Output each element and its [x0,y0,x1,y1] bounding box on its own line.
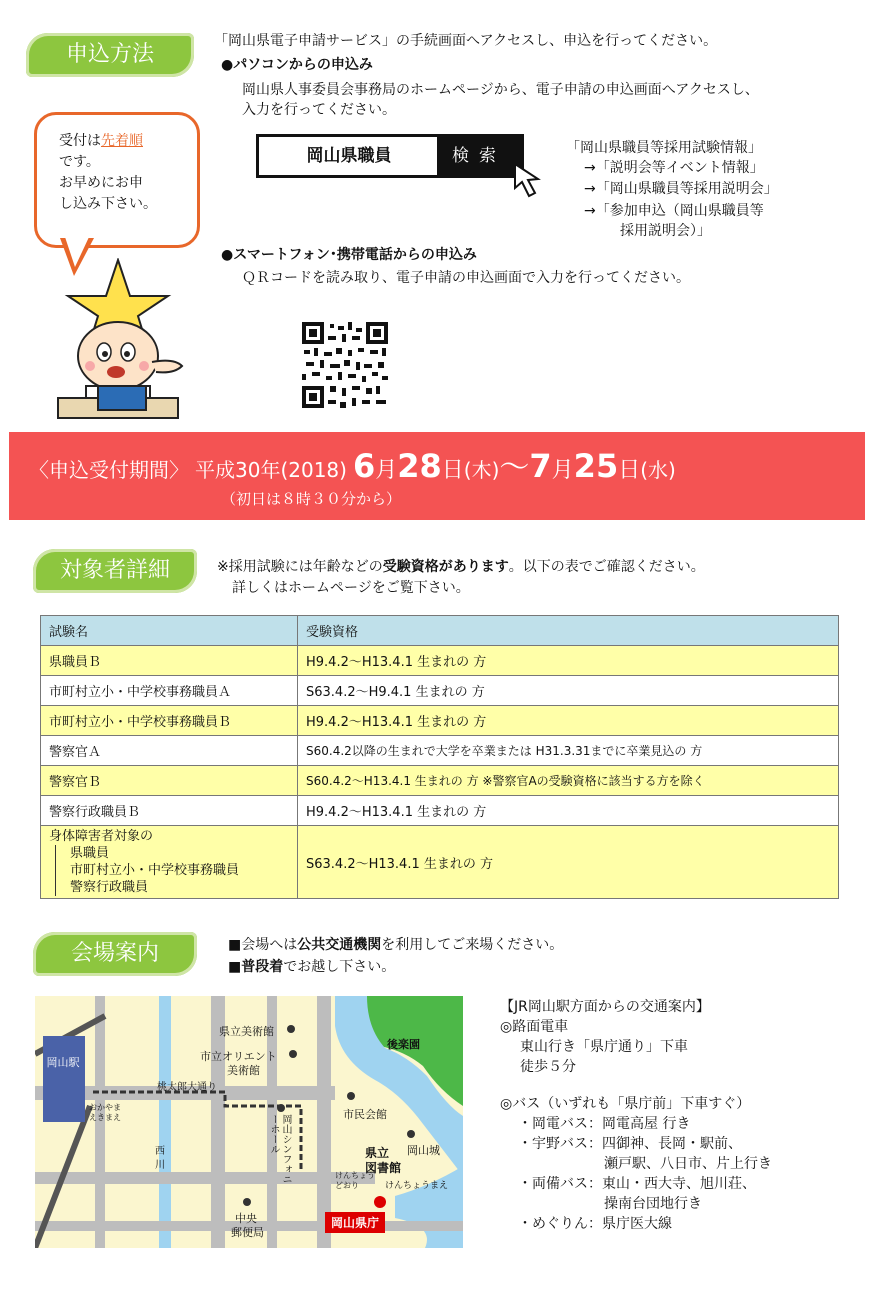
intro-text: 「岡山県電子申請サービス」の手続画面へアクセスし、申込を行ってください。 [214,33,718,49]
day-unit: 日 [441,458,464,483]
section-heading-application: 申込方法 [26,33,194,77]
exam-name: 警察官Ａ [41,736,298,766]
map-label-nishigawa-2: 川 [155,1160,165,1171]
period-line [29,442,676,486]
map-label-ekimae-1: おかやま [89,1103,121,1112]
map-label-post-1: 中央 [235,1212,257,1225]
mascot-illustration [56,258,191,420]
bubble-text: 受付は [59,133,101,149]
pc-line-1: 岡山県人事委員会事務局のホームページから、電子申請の申込画面へアクセスし、 [242,82,759,98]
exam-name: 市町村立小・中学校事務職員Ａ [41,676,298,706]
exam-name-line: 市町村立小・中学校事務職員 [70,863,240,878]
cursor-arrow-icon [511,160,553,202]
month-unit-2: 月 [551,458,574,483]
note-emphasis: 受験資格があります [382,559,509,575]
access-tram-line: 東山行き「県庁通り」下車 [520,1039,688,1055]
map-label-symphony-hall: 岡山シンフォニーホール [268,1114,291,1184]
venue-text: でお越し下さい。 [283,959,396,975]
map-label-post-2: 郵便局 [231,1226,264,1239]
exam-name [41,826,298,899]
nav-path-5: 採用説明会）」 [620,223,711,239]
section-heading-eligibility: 対象者詳細 [33,549,197,593]
exam-name-line: 県職員 [70,846,110,861]
map-label-museum: 県立美術館 [219,1025,274,1038]
map-label-kencho-mae: けんちょうまえ [385,1181,449,1191]
end-weekday: (水) [640,458,676,482]
map-label-momotaro-street: 桃太郎大通り [157,1082,217,1093]
bubble-line-2: です。 [59,154,100,170]
period-note: （初日は８時３０分から） [221,490,402,508]
access-map [35,996,463,1248]
smartphone-line: ＱＲコードを読み取り、電子申請の申込画面で入力を行ってください。 [242,270,690,286]
pc-title: ●パソコンからの申込み [221,57,373,73]
search-box [256,134,524,178]
smartphone-title: ●スマートフォン･携帯電話からの申込み [221,247,477,263]
venue-note-1 [228,935,563,955]
exam-requirement: S63.4.2～H9.4.1 生まれの 方 [298,676,839,706]
period-end-day: 25 [573,447,619,485]
access-bus: ◎バス（いずれも「県庁前」下車すぐ） [500,1096,751,1112]
day-unit-2: 日 [618,458,641,483]
nav-path-2: →「説明会等イベント情報」 [584,160,764,176]
eligibility-table [40,615,839,899]
map-label-library-1: 県立 [365,1146,390,1160]
access-bus-2b: 瀬戸駅、八日市、片上行き [604,1156,772,1172]
exam-name: 市町村立小・中学校事務職員Ｂ [41,706,298,736]
venue-text: ■会場へは [228,937,298,953]
map-label-ekimae-2: えきまえ [89,1113,121,1122]
exam-requirement: H9.4.2～H13.4.1 生まれの 方 [298,646,839,676]
exam-requirement: S63.4.2～H13.4.1 生まれの 方 [298,826,839,899]
access-bus-3b: 操南台団地行き [604,1196,702,1212]
table-row [41,796,839,826]
table-row [41,646,839,676]
access-bus-3: ・両備バス：東山・西大寺、旭川荘、 [518,1176,756,1192]
search-button: 検索 [437,137,521,175]
first-come-emphasis: 先着順 [101,133,143,149]
eligibility-note-2: 詳しくはホームページをご覧下さい。 [232,580,470,596]
exam-requirement: S60.4.2以降の生まれで大学を卒業または H31.3.31までに卒業見込の 方 [298,736,839,766]
bubble-line-1 [59,131,143,151]
map-label-orient-1: 市立オリエント [200,1050,277,1063]
access-bus-1: ・岡電バス：岡電高屋 行き [518,1116,691,1132]
start-weekday: (木) [463,458,500,482]
exam-requirement: H9.4.2～H13.4.1 生まれの 方 [298,706,839,736]
venue-note-2 [228,957,395,977]
header-exam-name: 試験名 [41,616,298,646]
pc-line-2: 入力を行ってください。 [242,102,396,118]
section-heading-venue: 会場案内 [33,932,197,976]
header-requirement: 受験資格 [298,616,839,646]
exam-requirement: H9.4.2～H13.4.1 生まれの 方 [298,796,839,826]
exam-name: 警察行政職員Ｂ [41,796,298,826]
map-label-korakuen: 後楽園 [387,1038,420,1051]
qr-code-image [302,322,388,408]
note-text-a: ※採用試験には年齢などの [217,559,383,575]
exam-requirement: S60.4.2～H13.4.1 生まれの 方 ※警察官Aの受験資格に該当する方を除く [298,766,839,796]
access-title: 【JR岡山駅方面からの交通案内】 [500,999,710,1015]
map-label-library-2: 図書館 [365,1161,402,1175]
period-era: 平成30年(2018) [195,458,347,482]
venue-text: を利用してご来場ください。 [381,937,564,953]
application-period-banner [9,432,865,520]
search-text: 岡山県職員 [306,146,392,166]
map-label-kencho-dori-1: けんちょう [335,1171,375,1180]
table-row [41,706,839,736]
access-tram-walk: 徒歩５分 [520,1059,576,1075]
period-tilde: ～ [499,450,530,485]
nav-path-3: →「岡山県職員等採用説明会」 [584,181,778,197]
nav-path-1: 「岡山県職員等採用試験情報」 [566,140,762,156]
month-unit: 月 [375,458,398,483]
exam-name-line: 身体障害者対象の [49,829,154,844]
venue-text: ■ [228,959,242,975]
period-start-day: 28 [397,447,442,485]
map-label-nishigawa-1: 西 [155,1146,165,1157]
table-row [41,826,839,899]
map-label-castle: 岡山城 [407,1144,440,1157]
map-label-kencho-dori-2: どおり [335,1181,359,1190]
speech-bubble [34,112,200,248]
nav-path-4: →「参加申込（岡山県職員等 [584,203,764,219]
map-label-orient-2: 美術館 [227,1064,260,1077]
table-row [41,736,839,766]
note-text-c: 。以下の表でご確認ください。 [508,559,705,575]
map-label-civic-hall: 市民会館 [343,1108,387,1121]
exam-name-line: 警察行政職員 [70,880,149,895]
access-tram: ◎路面電車 [500,1019,569,1035]
bubble-line-4: し込み下さい。 [59,196,157,212]
table-row [41,766,839,796]
exam-name-group [55,845,289,896]
table-header-row [41,616,839,646]
exam-name: 警察官Ｂ [41,766,298,796]
eligibility-note-1 [217,557,705,577]
map-label-station: 岡山駅 [46,1056,80,1069]
map-label-prefectural-office: 岡山県庁 [325,1212,385,1233]
bubble-line-3: お早めにお申 [59,175,143,191]
period-label: 〈申込受付期間〉 [29,458,189,482]
access-bus-4: ・めぐりん：県庁医大線 [518,1216,672,1232]
table-row [41,676,839,706]
exam-name: 県職員Ｂ [41,646,298,676]
public-transport-emphasis: 公共交通機関 [297,937,382,953]
access-bus-2: ・宇野バス：四御神、長岡・駅前、 [518,1136,742,1152]
period-start-month: 6 [352,447,376,485]
casual-clothes-emphasis: 普段着 [241,959,284,975]
period-end-month: 7 [529,447,552,485]
